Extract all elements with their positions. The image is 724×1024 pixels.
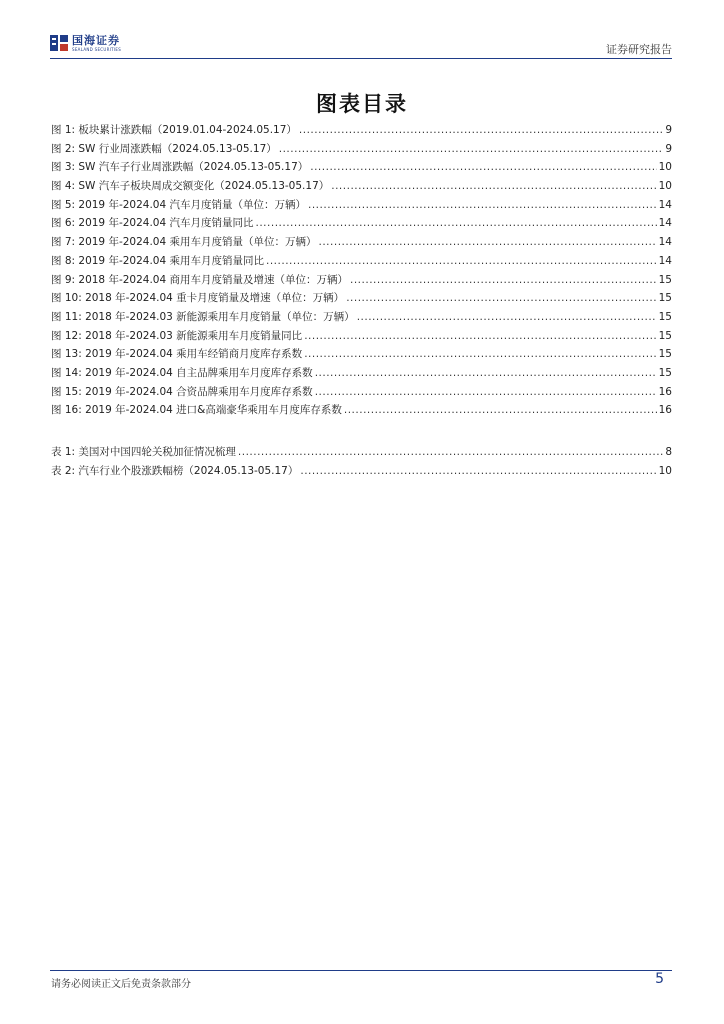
dot-leader [279, 140, 664, 159]
figure-entry-label: 图 16: 2019 年-2024.04 进口&高端豪华乘用车月度库存系数 [51, 404, 342, 417]
dot-leader [238, 443, 663, 462]
logo-name: 国海证券 [72, 33, 120, 47]
figure-entry-page: 15 [658, 273, 672, 286]
figure-entry-page: 15 [658, 348, 672, 361]
dot-leader [308, 196, 657, 215]
dot-leader [315, 364, 657, 383]
figure-entry[interactable] [51, 140, 672, 159]
dot-leader [331, 177, 656, 196]
figure-entry-label: 图 12: 2018 年-2024.03 新能源乘用车月度销量同比 [51, 329, 303, 342]
figure-entry-label: 图 11: 2018 年-2024.03 新能源乘用车月度销量（单位：万辆） [51, 310, 355, 323]
dot-leader [319, 233, 657, 252]
figure-entry[interactable] [51, 214, 672, 233]
figure-entry-label: 图 14: 2019 年-2024.04 自主品牌乘用车月度库存系数 [51, 366, 313, 379]
page-number: 5 [655, 971, 664, 987]
figure-entry-page: 10 [658, 161, 672, 174]
figure-entry-label: 图 15: 2019 年-2024.04 合资品牌乘用车月度库存系数 [51, 385, 313, 398]
figure-entry[interactable] [51, 364, 672, 383]
figure-entry-page: 16 [658, 404, 672, 417]
figure-entry-page: 15 [658, 292, 672, 305]
figure-entry-page: 16 [658, 385, 672, 398]
figure-entry-label: 图 13: 2019 年-2024.04 乘用车经销商月度库存系数 [51, 348, 303, 361]
dot-leader [346, 289, 656, 308]
disclaimer-note: 请务必阅读正文后免责条款部分 [51, 979, 191, 990]
company-logo [50, 30, 121, 56]
figure-entry[interactable] [51, 308, 672, 327]
figure-entry-page: 14 [658, 217, 672, 230]
dot-leader [266, 252, 657, 271]
page-title: 图表目录 [316, 91, 408, 116]
dot-leader [256, 214, 657, 233]
figure-entry[interactable] [51, 271, 672, 290]
figure-entry-label: 图 2: SW 行业周涨跌幅（2024.05.13-05.17） [51, 142, 277, 155]
figure-entry[interactable] [51, 252, 672, 271]
figure-entry-label: 图 8: 2019 年-2024.04 乘用车月度销量同比 [51, 254, 264, 267]
page-header [50, 30, 672, 59]
table-list [51, 443, 672, 480]
figure-entry-page: 15 [658, 329, 672, 342]
dot-leader [299, 121, 663, 140]
dot-leader [304, 345, 656, 364]
figure-entry-label: 图 10: 2018 年-2024.04 重卡月度销量及增速（单位：万辆） [51, 292, 345, 305]
figure-entry-page: 9 [665, 124, 672, 136]
figure-entry-page: 15 [658, 310, 672, 323]
figure-entry[interactable] [51, 158, 672, 177]
figure-entry[interactable] [51, 401, 672, 420]
table-entry[interactable] [51, 443, 672, 462]
table-entry-label: 表 2: 汽车行业个股涨跌幅榜（2024.05.13-05.17） [51, 464, 299, 477]
table-entry[interactable] [51, 462, 672, 481]
dot-leader [357, 308, 657, 327]
figure-entry-page: 15 [658, 366, 672, 379]
figure-entry-page: 14 [658, 198, 672, 211]
dot-leader [350, 271, 657, 290]
dot-leader [310, 158, 656, 177]
figure-entry[interactable] [51, 327, 672, 346]
figure-entry[interactable] [51, 233, 672, 252]
dot-leader [344, 401, 657, 420]
figure-entry-label: 图 9: 2018 年-2024.04 商用车月度销量及增速（单位：万辆） [51, 273, 348, 286]
figure-entry-page: 10 [658, 180, 672, 193]
figure-entry[interactable] [51, 289, 672, 308]
figure-entry-label: 图 3: SW 汽车子行业周涨跌幅（2024.05.13-05.17） [51, 161, 309, 174]
table-entry-label: 表 1: 美国对中国四轮关税加征情况梳理 [51, 446, 236, 458]
document-type: 证券研究报告 [606, 43, 672, 56]
figure-entry[interactable] [51, 345, 672, 364]
figure-entry-label: 图 5: 2019 年-2024.04 汽车月度销量（单位：万辆） [51, 198, 306, 211]
figure-entry[interactable] [51, 121, 672, 140]
table-entry-page: 8 [665, 446, 672, 458]
figure-entry-label: 图 4: SW 汽车子板块周成交额变化（2024.05.13-05.17） [51, 180, 330, 193]
logo-english-name: SEALAND SECURITIES [72, 46, 122, 52]
dot-leader [304, 327, 656, 346]
figure-entry-label: 图 6: 2019 年-2024.04 汽车月度销量同比 [51, 217, 254, 230]
figure-entry-page: 14 [658, 236, 672, 249]
logo-icon [50, 33, 68, 53]
footer-divider [50, 970, 672, 971]
figure-entry-label: 图 7: 2019 年-2024.04 乘用车月度销量（单位：万辆） [51, 236, 317, 249]
figure-entry[interactable] [51, 177, 672, 196]
figure-entry[interactable] [51, 196, 672, 215]
dot-leader [300, 462, 656, 481]
figure-entry-page: 9 [665, 142, 672, 155]
figure-entry-page: 14 [658, 254, 672, 267]
figure-entry[interactable] [51, 383, 672, 402]
dot-leader [315, 383, 657, 402]
table-entry-page: 10 [658, 464, 672, 477]
figure-list [51, 121, 672, 420]
figure-entry-label: 图 1: 板块累计涨跌幅（2019.01.04-2024.05.17） [51, 124, 297, 136]
